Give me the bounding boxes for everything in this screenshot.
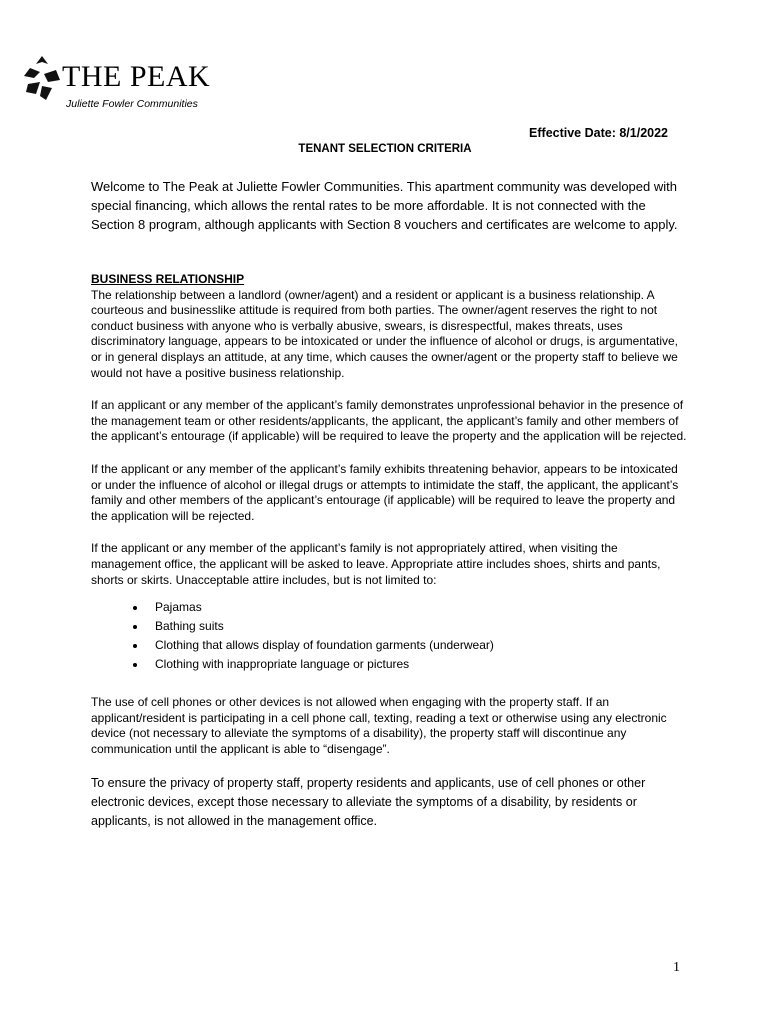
peak-logo <box>22 54 222 114</box>
unacceptable-attire-list <box>91 598 691 674</box>
effective-date: Effective Date: 8/1/2022 <box>529 126 668 140</box>
list-item: • Clothing with inappropriate language or pictures <box>147 655 691 674</box>
paragraph-cell-phones: The use of cell phones or other devices is not allowed when engaging with the property staff. If an applicant/resident is participating in a cell phone call, texting, reading a text or otherwise using any electronic device (not necessary to alleviate the symptoms of a disability), the property staff will discontinue any communication until the applicant is able to “disengage”. <box>91 695 667 756</box>
list-item: • Pajamas <box>147 598 691 617</box>
logo-subtitle: Juliette Fowler Communities <box>66 98 198 110</box>
list-item: • Bathing suits <box>147 617 691 636</box>
paragraph-business-relationship: The relationship between a landlord (owner/agent) and a resident or applicant is a business relationship. A courteous and businesslike attitude is required from both parties. The owner/agent reserves the right to not conduct business with anyone who is verbally abusive, swears, is disrespectful, makes threats, uses discriminatory language, appears to be intoxicated or under the influence of alcohol or drugs, is argumentative, or in general displays an attitude, at any time, which causes the owner/agent or the property staff to believe we would not have a positive business relationship. <box>91 287 679 380</box>
page-number: 1 <box>673 960 680 975</box>
document-title: TENANT SELECTION CRITERIA <box>298 143 472 155</box>
business-relationship-section <box>91 272 691 848</box>
peak-logo-icon <box>22 54 62 102</box>
section-heading: BUSINESS RELATIONSHIP <box>91 272 245 286</box>
paragraph-unprofessional-behavior: If an applicant or any member of the applicant’s family demonstrates unprofessional behavior in the presence of the management team or other residents/applicants, the applicant, the applicant’s family and other members of the applicant’s entourage (if applicable) will be required to leave the property and the application will be rejected. <box>91 398 687 444</box>
paragraph-threatening-behavior: If the applicant or any member of the applicant’s family exhibits threatening behavior, appears to be intoxicated or under the influence of alcohol or illegal drugs or attempts to intimidate the staff, the applicant, the applicant’s family and other members of the applicant’s entourage (if applicable) will be required to leave the property and the application will be rejected. <box>91 461 679 523</box>
logo-title: THE PEAK <box>62 60 211 93</box>
paragraph-attire: If the applicant or any member of the applicant’s family is not appropriately attired, when visiting the management office, the applicant will be asked to leave. Appropriate attire includes shoes, shirts and pants, shorts or skirts. Unacceptable attire includes, but is not limited to: <box>91 541 661 587</box>
paragraph-privacy: To ensure the privacy of property staff, property residents and applicants, use of cell phones or other electronic devices, except those necessary to alleviate the symptoms of a disability, by residents or applicants, is not allowed in the management office. <box>91 776 646 829</box>
intro-paragraph: Welcome to The Peak at Juliette Fowler Communities. This apartment community was developed with special financing, which allows the rental rates to be more affordable. It is not connected with the Section 8 program, although applicants with Section 8 vouchers and certificates are welcome to apply. <box>91 179 678 232</box>
list-item: • Clothing that allows display of foundation garments (underwear) <box>147 636 691 655</box>
